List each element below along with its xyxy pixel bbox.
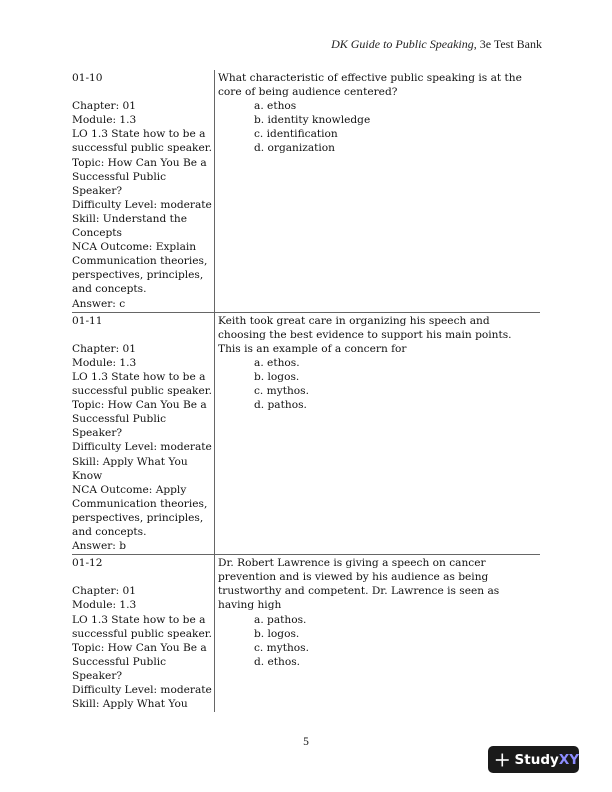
- spacer: [72, 328, 214, 342]
- question-stem-line: choosing the best evidence to support his main points.: [218, 328, 512, 341]
- metadata-line: Speaker?: [72, 669, 123, 682]
- metadata-line: Chapter: 01: [72, 100, 137, 113]
- answer-choice: b. logos.: [254, 370, 300, 383]
- answer-choice: a. ethos: [254, 100, 297, 113]
- answer-choice: d. pathos.: [254, 399, 307, 412]
- badge-study-text: Study: [514, 751, 559, 768]
- metadata-line: Speaker?: [72, 184, 123, 197]
- answer-choice: a. pathos.: [254, 613, 307, 626]
- question-row: [72, 555, 540, 712]
- metadata-line: Difficulty Level: moderate: [72, 198, 212, 211]
- metadata-line: Successful Public: [72, 655, 167, 668]
- metadata-line: Module: 1.3: [72, 599, 137, 612]
- metadata-line: Chapter: 01: [72, 585, 137, 598]
- metadata-line: Topic: How Can You Be a: [72, 399, 207, 412]
- question-row: [72, 70, 540, 313]
- question-body: [215, 70, 540, 312]
- question-body: [215, 313, 540, 555]
- header-suffix: , 3e Test Bank: [473, 37, 542, 51]
- metadata-line: LO 1.3 State how to be a: [72, 613, 206, 626]
- question-table: [72, 70, 540, 712]
- metadata-line: perspectives, principles,: [72, 269, 204, 282]
- metadata-line: Difficulty Level: moderate: [72, 441, 212, 454]
- page-number: 5: [303, 736, 309, 748]
- metadata-line: NCA Outcome: Explain: [72, 241, 197, 254]
- metadata-line: Chapter: 01: [72, 342, 137, 355]
- question-row: [72, 313, 540, 556]
- metadata-line: Answer: b: [72, 540, 127, 553]
- question-id: 01-11: [72, 314, 103, 327]
- question-stem-line: prevention and is viewed by his audience as being: [218, 571, 489, 584]
- book-title: DK Guide to Public Speaking: [331, 37, 474, 51]
- metadata-line: Topic: How Can You Be a: [72, 156, 207, 169]
- answer-choice: d. organization: [254, 142, 336, 155]
- question-stem-line: trustworthy and competent. Dr. Lawrence is seen as: [218, 585, 500, 598]
- answer-choice: c. mythos.: [254, 641, 309, 654]
- answer-choice: d. ethos.: [254, 655, 301, 668]
- answer-choice: a. ethos.: [254, 356, 300, 369]
- metadata-line: and concepts.: [72, 283, 147, 296]
- metadata-line: LO 1.3 State how to be a: [72, 370, 206, 383]
- metadata-line: successful public speaker.: [72, 627, 212, 640]
- answer-choice: c. mythos.: [254, 385, 309, 398]
- question-id: 01-12: [72, 557, 103, 570]
- metadata-line: and concepts.: [72, 526, 147, 538]
- question-stem-line: Keith took great care in organizing his speech and: [218, 314, 490, 327]
- answer-choice: b. identity knowledge: [254, 114, 371, 127]
- metadata-line: Module: 1.3: [72, 356, 137, 369]
- studyxy-badge[interactable]: [488, 746, 579, 773]
- metadata-line: successful public speaker.: [72, 142, 212, 155]
- page-header: [331, 37, 542, 52]
- question-metadata: [72, 70, 215, 312]
- metadata-line: LO 1.3 State how to be a: [72, 128, 206, 141]
- metadata-line: Skill: Apply What You: [72, 698, 188, 711]
- question-stem-line: What characteristic of effective public speaking is at the: [218, 72, 522, 84]
- metadata-line: NCA Outcome: Apply: [72, 483, 187, 496]
- answer-choice: c. identification: [254, 128, 338, 141]
- plus-icon: [495, 751, 510, 769]
- question-stem-line: Dr. Robert Lawrence is giving a speech on cancer: [218, 557, 486, 570]
- metadata-line: Successful Public: [72, 170, 167, 183]
- question-id: 01-10: [72, 72, 103, 84]
- metadata-line: Topic: How Can You Be a: [72, 641, 207, 654]
- metadata-line: perspectives, principles,: [72, 511, 204, 524]
- question-metadata: [72, 555, 215, 712]
- spacer: [72, 85, 214, 99]
- question-body: [215, 555, 540, 712]
- metadata-line: Skill: Understand the: [72, 212, 187, 225]
- question-stem-line: This is an example of a concern for: [218, 342, 407, 355]
- metadata-line: Module: 1.3: [72, 114, 137, 127]
- metadata-line: Successful Public: [72, 413, 167, 426]
- metadata-line: Difficulty Level: moderate: [72, 684, 212, 697]
- metadata-line: Know: [72, 469, 103, 482]
- spacer: [72, 570, 214, 584]
- metadata-line: Answer: c: [72, 297, 126, 310]
- metadata-line: Concepts: [72, 227, 122, 240]
- badge-xy-text: XY: [558, 751, 579, 768]
- answer-choice: b. logos.: [254, 627, 300, 640]
- metadata-line: Speaker?: [72, 427, 123, 440]
- metadata-line: Skill: Apply What You: [72, 455, 188, 468]
- metadata-line: successful public speaker.: [72, 385, 212, 398]
- question-stem-line: core of being audience centered?: [218, 86, 398, 99]
- metadata-line: Communication theories,: [72, 497, 208, 510]
- question-stem-line: having high: [218, 599, 282, 612]
- question-metadata: [72, 313, 215, 555]
- metadata-line: Communication theories,: [72, 255, 208, 268]
